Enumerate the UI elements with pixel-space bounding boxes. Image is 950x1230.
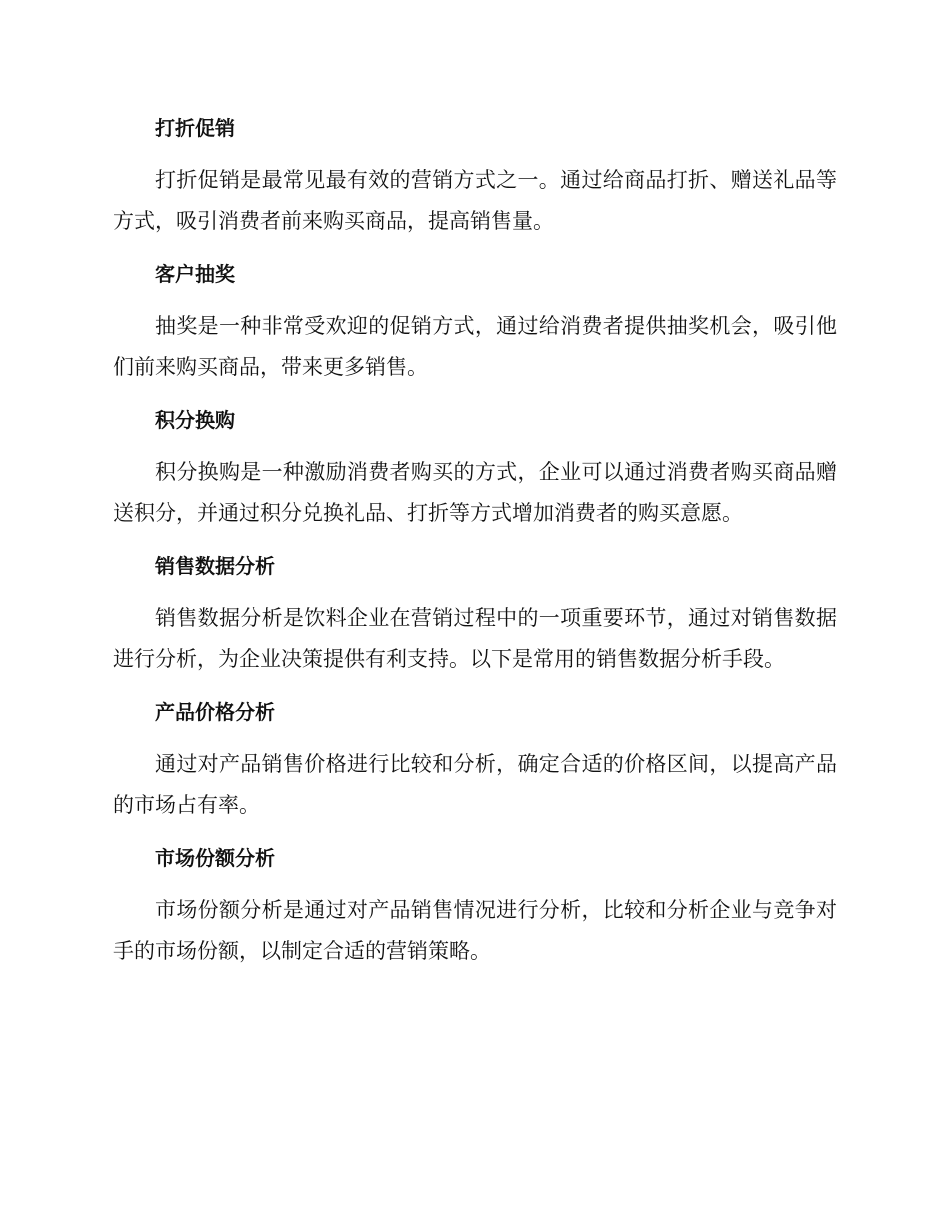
section-heading: 销售数据分析	[155, 554, 275, 578]
section-paragraph: 市场份额分析是通过对产品销售情况进行分析，比较和分析企业与竞争对手的市场份额，以制定合适的营销策略。	[113, 898, 837, 963]
section-discount-promotion	[113, 108, 837, 242]
section-sales-data-analysis	[113, 546, 837, 680]
section-product-price-analysis	[113, 692, 837, 826]
section-market-share-analysis	[113, 838, 837, 972]
section-paragraph: 通过对产品销售价格进行比较和分析，确定合适的价格区间，以提高产品的市场占有率。	[113, 752, 837, 817]
section-paragraph: 打折促销是最常见最有效的营销方式之一。通过给商品打折、赠送礼品等方式，吸引消费者前来购买商品，提高销售量。	[113, 168, 837, 233]
section-heading: 客户抽奖	[155, 262, 235, 286]
section-customer-lottery	[113, 254, 837, 388]
section-paragraph: 积分换购是一种激励消费者购买的方式，企业可以通过消费者购买商品赠送积分，并通过积分兑换礼品、打折等方式增加消费者的购买意愿。	[113, 460, 837, 525]
section-paragraph: 销售数据分析是饮料企业在营销过程中的一项重要环节，通过对销售数据进行分析，为企业决策提供有利支持。以下是常用的销售数据分析手段。	[113, 606, 837, 671]
section-points-redemption	[113, 400, 837, 534]
section-paragraph: 抽奖是一种非常受欢迎的促销方式，通过给消费者提供抽奖机会，吸引他们前来购买商品，带来更多销售。	[113, 314, 837, 379]
section-heading: 市场份额分析	[155, 846, 275, 870]
section-heading: 积分换购	[155, 408, 235, 432]
section-heading: 产品价格分析	[155, 700, 275, 724]
section-heading: 打折促销	[155, 116, 235, 140]
document-body	[113, 108, 837, 984]
